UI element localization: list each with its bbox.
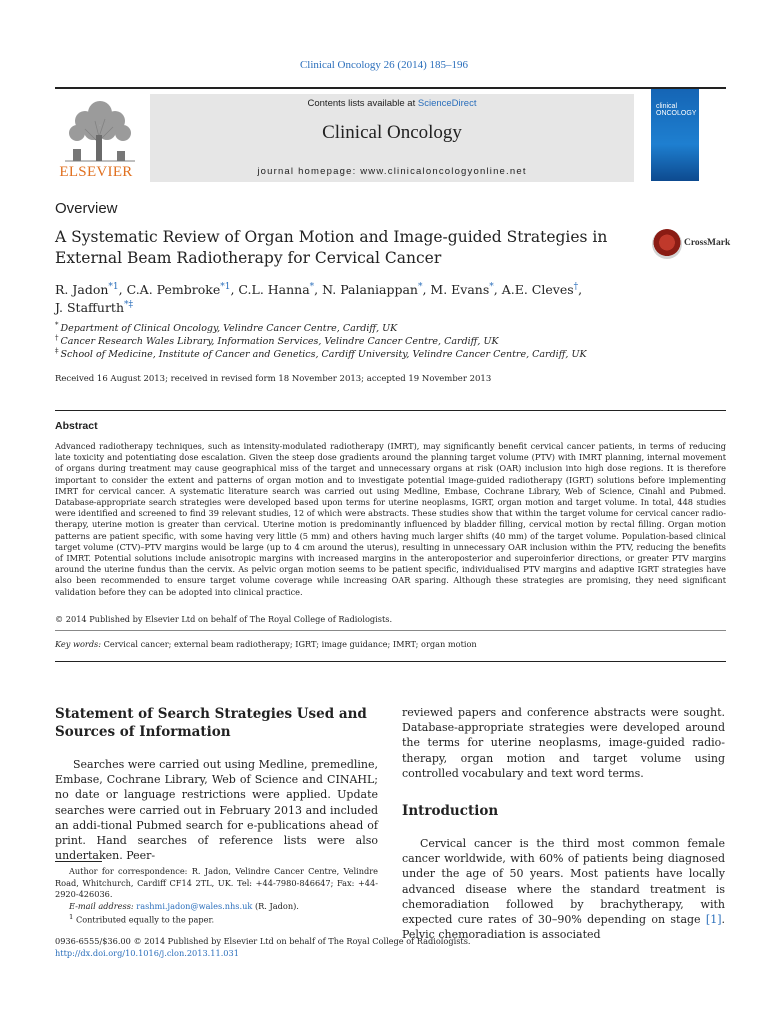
author-name: N. Palaniappan [322, 282, 418, 297]
author-separator: , [493, 282, 502, 297]
article-section-type: Overview [55, 200, 118, 217]
affiliation-item [55, 335, 735, 348]
author-affiliation-mark[interactable]: *1 [108, 281, 119, 292]
copyright-line: © 2014 Published by Elsevier Ltd on behalf of The Royal College of Radiologists. [55, 614, 393, 624]
author-separator: , [314, 282, 323, 297]
email-footnote [55, 901, 378, 913]
divider [55, 661, 726, 662]
contents-prefix: Contents lists available at [307, 98, 418, 109]
affiliation-list [55, 322, 735, 361]
body-paragraph: Searches were carried out using Medline, premedline, Embase, Cochrane Library, Web of Science and CINAHL; no date or language restrictions were applied. Update searches were carried out in February 2013 and included an addi-tional Pubmed search for e-publications ahead of print. Hand searches of reference lists were also undertaken. Peer- [55, 758, 378, 863]
body-paragraph: reviewed papers and conference abstracts were sought. Database-appropriate strategies were developed around the terms for uterine neoplasms, image-guided radio-therapy, organ motion and target volume using controlled vocabulary and text word terms. [402, 706, 725, 780]
author-list [55, 281, 665, 317]
footnotes [55, 866, 378, 926]
author-separator: , [118, 282, 127, 297]
author-name: C.A. Pembroke [126, 282, 221, 297]
cover-line-2: ONCOLOGY [656, 110, 697, 117]
footnote-divider [55, 861, 102, 862]
affiliation-text: Cancer Research Wales Library, Information Services, Velindre Cancer Centre, Cardiff, UK [60, 336, 499, 347]
journal-title: Clinical Oncology [322, 122, 462, 143]
journal-cover-image [651, 89, 699, 181]
affiliation-item [55, 322, 735, 335]
author-separator: , [578, 282, 583, 297]
keywords-line [55, 639, 726, 649]
author-affiliation-mark[interactable]: * [489, 281, 494, 292]
reference-link-1[interactable]: [1] [705, 913, 722, 927]
affiliation-item [55, 348, 735, 361]
article-title: A Systematic Review of Organ Motion and Image-guided Strategies in External Beam Radiotherapy for Cervical Cancer [55, 228, 608, 267]
received-dates: Received 16 August 2013; received in revised form 18 November 2013; accepted 19 November 2013 [55, 374, 492, 384]
crossmark-icon [652, 229, 682, 259]
body-paragraph [402, 836, 725, 942]
crossmark-button[interactable] [652, 229, 732, 261]
author-affiliation-mark[interactable]: * [309, 281, 315, 292]
equal-contribution-text: Contributed equally to the paper. [73, 914, 215, 925]
author-name: J. Staffurth [55, 300, 125, 315]
author-separator: , [230, 282, 239, 297]
author-name: R. Jadon [55, 282, 109, 297]
abstract-text: Advanced radiotherapy techniques, such as intensity-modulated radiotherapy (IMRT), may significantly benefit cervical cancer patients, in terms of reducing late toxicity and potentiating dose escalation. Given the steep dose gradients around the planning target volume (PTV) with IMRT planning, internal movement of organs during treatment may cause geographical miss of the target and unnecessary organs at risk (OAR) inclusion into high dose regions. It is therefore important to consider the extent and patterns of organ motion and to investigate potential image-guided radiotherapy (IGRT) solutions before implementing IMRT for cervical cancer. A systematic literature search was carried out using Medline, Embase, Cochrane Library, Web of Science, Cinahl and Pubmed. Database-appropriate search strategies were developed based upon terms for uterine neoplasms, IGRT, organ motion and target volume. In total, 448 studies were identified and screened to find 39 relevant studies, 12 of which were abstracts. These studies show that within the target volume for cervical cancer radio-therapy, uterine motion is greater than cervical. Uterine motion is predominantly influenced by bladder filling, cervical motion by rectal filling. Organ motion patterns are patient specific, with some having very little (5 mm) and others having much larger shifts (40 mm) of the target volume. Population-based clinical target volume (CTV)–PTV margins would be large (up to 4 cm around the uterus), resulting in unnecessary OAR inclusion within the PTV, reducing the benefits of IMRT. Potential solutions include anisotropic margins with increased margins in the anteroposterior and superoinferior directions, or greater PTV margins around the uterine fundus than the cervix. As pelvic organ motion seems to be patient specific, individualised PTV margins and adaptive IGRT strategies have also been recommended to ensure target volume coverage while increasing OAR sparing. Although these strategies are promising, they need significant validation before they can be adopted into clinical practice. [55, 441, 726, 597]
footnote-mark: 1 [69, 913, 74, 921]
divider [55, 630, 726, 631]
email-link[interactable]: rashmi.jadon@wales.nhs.uk [136, 900, 253, 911]
affiliation-mark: ‡ [55, 346, 59, 355]
section-heading-introduction: Introduction [402, 803, 499, 819]
email-label: E-mail address: [69, 900, 137, 911]
homepage-prefix: journal homepage: [257, 166, 361, 177]
author-affiliation-mark[interactable]: † [573, 281, 579, 292]
author-name: C.L. Hanna [238, 282, 310, 297]
section-heading-search-strategies: Statement of Search Strategies Used and Sources of Information [55, 706, 367, 740]
contents-line [150, 98, 634, 109]
issn-line: 0936-6555/$36.00 © 2014 Published by Elsevier Ltd on behalf of The Royal College of Radiologists. [55, 936, 471, 946]
author-affiliation-mark[interactable]: * [417, 281, 423, 292]
author-name: M. Evans [430, 282, 490, 297]
journal-citation[interactable]: Clinical Oncology 26 (2014) 185–196 [299, 59, 469, 71]
keywords-label: Key words: [55, 639, 104, 649]
affiliation-mark: * [55, 320, 59, 329]
correspondence-footnote: Author for correspondence: R. Jadon, Velindre Cancer Centre, Velindre Road, Whitchurch, Cardiff CF14 2TL, UK. Tel: +44-7980-846647; Fax: +44-2920-426036. [55, 866, 378, 899]
cover-text [656, 103, 696, 117]
divider [55, 410, 726, 411]
affiliation-text: School of Medicine, Institute of Cancer and Genetics, Cardiff University, Velindre Cancer Centre, Cardiff, UK [60, 349, 587, 360]
abstract-heading: Abstract [55, 420, 98, 432]
intro-text-b: . Pelvic chemoradiation is associated [402, 913, 725, 942]
author-separator: , [422, 282, 431, 297]
publisher-name: ELSEVIER [59, 164, 133, 180]
equal-contribution-footnote [55, 912, 378, 926]
affiliation-text: Department of Clinical Oncology, Velindre Cancer Centre, Cardiff, UK [60, 323, 398, 334]
affiliation-mark: † [55, 333, 59, 342]
sciencedirect-link[interactable]: ScienceDirect [417, 98, 477, 109]
homepage-link[interactable]: www.clinicaloncologyonline.net [360, 166, 527, 177]
email-suffix: (R. Jadon). [252, 900, 299, 911]
author-name: A.E. Cleves [501, 282, 574, 297]
homepage-line [150, 166, 634, 177]
cover-line-1: clinical [656, 103, 678, 110]
author-affiliation-mark[interactable]: *1 [220, 281, 231, 292]
keywords-text: Cervical cancer; external beam radiotherapy; IGRT; image guidance; IMRT; organ motion [103, 639, 477, 649]
journal-info-box [150, 94, 634, 182]
crossmark-label: CrossMark [684, 238, 731, 248]
author-affiliation-mark[interactable]: *‡ [124, 299, 134, 310]
intro-text-a: Cervical cancer is the third most common female cancer worldwide, with 60% of patients being diagnosed under the age of 50 years. Most patients have locally advanced disease where the standard treatment is chemoradiation followed by brachytherapy, with expected cure rates of 30–90% depending on stage [402, 837, 725, 927]
doi-link[interactable]: http://dx.doi.org/10.1016/j.clon.2013.11.031 [55, 948, 239, 958]
journal-masthead [55, 87, 726, 183]
